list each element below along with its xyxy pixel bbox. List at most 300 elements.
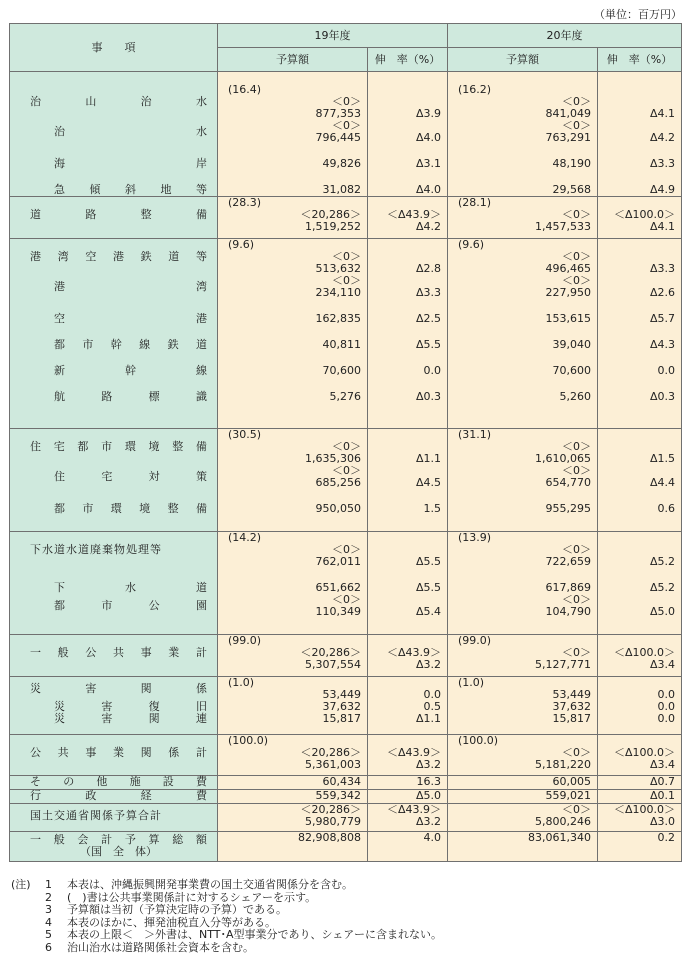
budget-value: 37,632: [552, 700, 591, 713]
footnote-mark: [11, 904, 45, 917]
item-label-char: 計: [195, 746, 207, 759]
budget-value: 796,445: [315, 131, 361, 144]
item-label-char: 共: [57, 746, 69, 759]
item-label-char: 整: [172, 440, 184, 453]
rate-value: 0.0: [423, 364, 441, 377]
table-row: [10, 804, 682, 832]
item-label: [10, 647, 217, 659]
item-label-char: 下: [30, 543, 42, 556]
item-label-char: 道: [196, 581, 207, 594]
share-value: (16.4): [228, 83, 262, 96]
item-label-char: 関: [90, 809, 102, 822]
budget-cell-19: [218, 790, 368, 804]
item-cell: [10, 532, 218, 635]
table-row: [10, 635, 682, 677]
item-label-char: 等: [195, 250, 207, 263]
rate-value: Δ5.0: [649, 605, 675, 618]
item-label-char: 災: [30, 682, 41, 695]
item-label: [10, 209, 217, 221]
footnote-mark: [11, 929, 45, 942]
footnote-item: [11, 904, 442, 917]
rate-value: 0.0: [657, 700, 675, 713]
share-value: (1.0): [458, 676, 485, 689]
item-cell: [10, 776, 218, 790]
rate-cell-19: [368, 72, 448, 197]
budget-value: 496,465: [545, 262, 591, 275]
rate-value: Δ5.2: [649, 555, 675, 568]
bracket-value: ＜0＞: [332, 543, 361, 556]
budget-cell-20: [448, 790, 598, 804]
item-label: [10, 582, 217, 594]
bracket-rate-value: ＜Δ100.0＞: [613, 208, 675, 221]
item-label-char: 計: [195, 646, 207, 659]
budget-value: 559,021: [545, 789, 591, 802]
budget-cell-19: [218, 677, 368, 735]
item-label-char: 市: [101, 599, 113, 612]
item-label-char: 標: [148, 390, 160, 403]
item-label-char: 急: [54, 183, 65, 196]
item-label-char: 係: [168, 746, 180, 759]
item-label-char: 幹: [110, 338, 122, 351]
rate-value: Δ5.5: [415, 581, 441, 594]
item-label-char: 線: [139, 338, 151, 351]
item-cell: [10, 239, 218, 429]
budget-cell-19: [218, 72, 368, 197]
item-label-char: 係: [102, 809, 114, 822]
item-label-sub: （国 全 体）: [80, 845, 157, 858]
rate-cell-19: [368, 804, 448, 832]
item-label-char: 境: [148, 440, 160, 453]
item-label-char: 下: [54, 581, 65, 594]
budget-value: 762,011: [315, 555, 361, 568]
table-row: [10, 776, 682, 790]
item-label-char: 額: [195, 833, 207, 846]
budget-value: 110,349: [315, 605, 361, 618]
share-value: (13.9): [458, 531, 492, 544]
footnote-text: 本表は、沖縄振興開発事業費の国土交通省関係分を含む。: [67, 878, 353, 891]
rate-cell-20: [598, 197, 682, 239]
rate-value: Δ4.1: [649, 107, 675, 120]
item-label-char: 水: [125, 581, 136, 594]
rate-value: Δ3.2: [415, 658, 441, 671]
item-label-char: 災: [54, 712, 65, 725]
item-label-char: 費: [195, 775, 207, 788]
item-label-char: 地: [160, 183, 172, 196]
item-label: [10, 790, 217, 802]
budget-value: 5,361,003: [305, 758, 361, 771]
item-label-char: 係: [195, 682, 207, 695]
item-label-char: 施: [129, 775, 141, 788]
item-label-char: 新: [54, 364, 65, 377]
share-value: (99.0): [228, 634, 262, 647]
item-label-char: 旧: [195, 700, 207, 713]
item-label-char: 物: [114, 543, 126, 556]
item-cell: [10, 197, 218, 239]
rate-cell-20: [598, 804, 682, 832]
item-label-char: 関: [148, 712, 160, 725]
bracket-value: ＜0＞: [332, 119, 361, 132]
bracket-value: ＜0＞: [562, 440, 591, 453]
item-label-char: 策: [195, 470, 207, 483]
bracket-rate-value: ＜Δ100.0＞: [613, 746, 675, 759]
item-label-char: 都: [54, 338, 65, 351]
item-label-char: 港: [30, 250, 41, 263]
item-label-char: 市: [82, 502, 94, 515]
budget-table: [9, 23, 682, 862]
budget-value: 5,181,220: [535, 758, 591, 771]
rate-cell-19: [368, 790, 448, 804]
budget-value: 1,457,533: [535, 220, 591, 233]
rate-value: Δ4.1: [649, 220, 675, 233]
item-label-char: 住: [30, 440, 41, 453]
bracket-value: ＜20,286＞: [300, 208, 361, 221]
item-label-char: 業: [112, 746, 124, 759]
bracket-value: ＜20,286＞: [300, 746, 361, 759]
rate-cell-20: [598, 532, 682, 635]
bracket-value: ＜0＞: [562, 803, 591, 816]
item-label-char: 岸: [196, 157, 207, 170]
item-label: [10, 747, 217, 759]
item-label-char: 政: [85, 789, 97, 802]
rate-value: Δ3.3: [415, 286, 441, 299]
rate-value: Δ3.4: [649, 758, 675, 771]
rate-cell-20: [598, 239, 682, 429]
item-label-char: 治: [30, 95, 41, 108]
item-label-char: 会: [77, 833, 89, 846]
budget-value: 82,908,808: [298, 831, 361, 844]
share-value: (28.1): [458, 196, 492, 209]
rate-cell-19: [368, 197, 448, 239]
budget-value: 39,040: [552, 338, 591, 351]
budget-cell-19: [218, 735, 368, 776]
rate-value: Δ4.0: [415, 183, 441, 196]
footnote-number: 3: [45, 903, 52, 917]
item-label-char: 害: [85, 682, 97, 695]
rate-cell-19: [368, 635, 448, 677]
item-label-char: 国: [30, 809, 42, 822]
item-label: [10, 503, 217, 515]
bracket-value: ＜0＞: [332, 274, 361, 287]
item-label-char: 合: [138, 809, 150, 822]
item-label-char: 交: [54, 809, 66, 822]
share-value: (16.2): [458, 83, 492, 96]
item-label-char: 境: [139, 502, 151, 515]
rate-cell-19: [368, 429, 448, 532]
bracket-value: ＜0＞: [562, 746, 591, 759]
footnote-text: 本表の上限＜ ＞外書は、NTT･A型事業分であり、シェアーに含まれない。: [67, 928, 442, 942]
item-label: [10, 544, 217, 556]
item-label-char: 設: [162, 775, 174, 788]
rate-value: Δ1.1: [415, 452, 441, 465]
table-row: [10, 790, 682, 804]
item-label-char: 復: [148, 700, 160, 713]
header-growth-19: 伸 率（%）: [368, 48, 448, 72]
budget-cell-19: [218, 804, 368, 832]
budget-cell-20: [448, 677, 598, 735]
budget-cell-20: [448, 804, 598, 832]
item-cell: [10, 790, 218, 804]
budget-cell-20: [448, 635, 598, 677]
item-label-char: 園: [195, 599, 207, 612]
budget-value: 15,817: [552, 712, 591, 725]
rate-value: 0.0: [423, 688, 441, 701]
item-label-char: 道: [78, 543, 90, 556]
item-label-char: そ: [30, 775, 41, 788]
footnote-number: 6: [45, 940, 52, 954]
item-label: [10, 600, 217, 612]
item-label-char: 治: [54, 125, 65, 138]
item-label-char: 宅: [53, 440, 65, 453]
footnote-text: ( )書は公共事業関係計に対するシェアーを示す。: [67, 890, 317, 904]
bracket-value: ＜0＞: [562, 208, 591, 221]
budget-value: 70,600: [552, 364, 591, 377]
budget-value: 31,082: [322, 183, 361, 196]
footnote-number: 1: [45, 878, 52, 891]
item-label-char: 備: [195, 208, 207, 221]
item-label: [10, 339, 217, 351]
item-label-char: 総: [172, 833, 184, 846]
item-label-char: 路: [101, 390, 113, 403]
header-budget-19: 予算額: [218, 48, 368, 72]
item-label: [10, 441, 217, 453]
item-label-char: 港: [54, 280, 65, 293]
header-item: 事 項: [10, 24, 218, 72]
rate-value: Δ0.3: [649, 390, 675, 403]
rate-cell-20: [598, 776, 682, 790]
table-row: [10, 72, 682, 197]
budget-value: 617,869: [545, 581, 591, 594]
rate-value: 0.5: [423, 700, 441, 713]
item-label-char: 水: [195, 95, 207, 108]
budget-value: 227,950: [545, 286, 591, 299]
item-label-char: 港: [196, 312, 207, 325]
rate-cell-19: [368, 735, 448, 776]
item-label-char: 予: [114, 809, 126, 822]
budget-cell-19: [218, 429, 368, 532]
footnote-item: [11, 879, 442, 892]
item-cell: [10, 72, 218, 197]
budget-value: 5,307,554: [305, 658, 361, 671]
rate-value: 0.2: [657, 831, 675, 844]
item-label-char: 線: [196, 364, 207, 377]
rate-value: 0.0: [657, 364, 675, 377]
rate-value: Δ3.2: [415, 815, 441, 828]
item-label: [10, 810, 217, 822]
item-label-char: 都: [77, 440, 89, 453]
rate-cell-20: [598, 677, 682, 735]
item-cell: [10, 677, 218, 735]
rate-cell-19: [368, 776, 448, 790]
footnote-text: 治山治水は道路関係社会資本を含む。: [67, 940, 254, 954]
share-value: (9.6): [458, 238, 485, 251]
rate-value: Δ4.4: [649, 476, 675, 489]
header-fy19: 19年度: [218, 24, 448, 48]
footnotes: [11, 879, 442, 955]
rate-value: Δ0.7: [649, 775, 675, 788]
bracket-value: ＜0＞: [562, 274, 591, 287]
item-label: [10, 471, 217, 483]
item-label: [10, 701, 217, 713]
item-label-char: 計: [150, 809, 162, 822]
item-label-char: 害: [101, 700, 113, 713]
rate-value: Δ5.2: [649, 581, 675, 594]
bracket-value: ＜0＞: [332, 593, 361, 606]
share-value: (100.0): [458, 734, 499, 747]
bracket-value: ＜20,286＞: [300, 646, 361, 659]
item-label: [10, 365, 217, 377]
share-value: (99.0): [458, 634, 492, 647]
item-label: [10, 184, 217, 196]
budget-value: 60,434: [322, 775, 361, 788]
item-label-char: 廃: [90, 543, 102, 556]
item-label-char: 山: [85, 95, 97, 108]
item-label: [10, 776, 217, 788]
item-label-char: の: [63, 775, 75, 788]
rate-value: Δ3.3: [649, 262, 675, 275]
item-label-char: 関: [140, 682, 152, 695]
budget-value: 29,568: [552, 183, 591, 196]
budget-value: 234,110: [315, 286, 361, 299]
budget-value: 5,276: [329, 390, 361, 403]
footnote-mark: [11, 892, 45, 905]
rate-value: Δ5.5: [415, 338, 441, 351]
table-row: [10, 429, 682, 532]
rate-value: Δ4.2: [649, 131, 675, 144]
footnote-mark: [11, 942, 45, 955]
item-label-char: 空: [54, 312, 65, 325]
item-cell: [10, 635, 218, 677]
rate-value: 0.0: [657, 712, 675, 725]
rate-value: Δ4.9: [649, 183, 675, 196]
header-budget-20: 予算額: [448, 48, 598, 72]
bracket-value: ＜0＞: [562, 543, 591, 556]
table-row: [10, 832, 682, 862]
item-label-char: 環: [124, 440, 136, 453]
table-row: [10, 239, 682, 429]
item-label-char: 市: [101, 440, 113, 453]
table-body: [10, 72, 682, 862]
item-label-char: 公: [85, 646, 97, 659]
item-label-char: 関: [140, 746, 152, 759]
item-label-char: 宅: [101, 470, 113, 483]
item-label-char: 処: [126, 543, 138, 556]
budget-value: 15,817: [322, 712, 361, 725]
item-label-char: 識: [195, 390, 207, 403]
budget-value: 763,291: [545, 131, 591, 144]
budget-cell-20: [448, 735, 598, 776]
item-label: [10, 683, 217, 695]
footnote-text: 予算額は当初（予算決定時の予算）である。: [67, 903, 287, 917]
item-label-char: 土: [42, 809, 54, 822]
item-label-char: 算: [126, 809, 138, 822]
rate-cell-20: [598, 790, 682, 804]
bracket-value: ＜0＞: [332, 250, 361, 263]
item-label-char: 備: [195, 440, 207, 453]
budget-value: 104,790: [545, 605, 591, 618]
item-label-char: 棄: [102, 543, 114, 556]
rate-cell-20: [598, 735, 682, 776]
rate-cell-19: [368, 832, 448, 862]
item-label-char: 傾: [89, 183, 101, 196]
item-label-char: 幹: [125, 364, 136, 377]
footnote-mark: (注): [11, 878, 31, 891]
footnote-mark: [11, 917, 45, 930]
budget-value: 48,190: [552, 157, 591, 170]
budget-cell-19: [218, 239, 368, 429]
item-cell: [10, 832, 218, 862]
budget-value: 654,770: [545, 476, 591, 489]
budget-value: 1,635,306: [305, 452, 361, 465]
item-label-char: 整: [140, 208, 152, 221]
rate-value: Δ4.2: [415, 220, 441, 233]
bracket-rate-value: ＜Δ100.0＞: [613, 803, 675, 816]
item-label-char: 経: [140, 789, 152, 802]
budget-value: 37,632: [322, 700, 361, 713]
budget-value: 60,005: [552, 775, 591, 788]
rate-value: Δ0.3: [415, 390, 441, 403]
bracket-value: ＜0＞: [562, 119, 591, 132]
rate-value: Δ2.5: [415, 312, 441, 325]
budget-value: 5,127,771: [535, 658, 591, 671]
item-label-char: 業: [168, 646, 180, 659]
item-label-char: 空: [85, 250, 97, 263]
item-label-char: 道: [30, 208, 41, 221]
rate-value: Δ5.7: [649, 312, 675, 325]
rate-value: Δ4.5: [415, 476, 441, 489]
item-label: [10, 313, 217, 325]
item-label-char: 事: [140, 646, 152, 659]
share-value: (28.3): [228, 196, 262, 209]
item-label: [10, 126, 217, 138]
item-label-char: 環: [110, 502, 122, 515]
footnote-number: 2: [45, 890, 52, 904]
rate-cell-19: [368, 239, 448, 429]
bracket-value: ＜20,286＞: [300, 803, 361, 816]
budget-value: 162,835: [315, 312, 361, 325]
budget-value: 950,050: [315, 502, 361, 515]
budget-cell-19: [218, 635, 368, 677]
bracket-value: ＜0＞: [562, 250, 591, 263]
budget-value: 153,615: [545, 312, 591, 325]
rate-value: Δ3.9: [415, 107, 441, 120]
item-label: [10, 713, 217, 725]
header-fy20: 20年度: [448, 24, 682, 48]
budget-cell-20: [448, 72, 598, 197]
budget-value: 5,260: [559, 390, 591, 403]
rate-value: Δ2.6: [649, 286, 675, 299]
item-label-char: 航: [54, 390, 65, 403]
table-row: [10, 197, 682, 239]
item-label-char: 理: [138, 543, 150, 556]
rate-value: 0.0: [657, 688, 675, 701]
rate-value: Δ3.1: [415, 157, 441, 170]
rate-value: Δ5.5: [415, 555, 441, 568]
rate-cell-20: [598, 429, 682, 532]
item-label-char: 費: [195, 789, 207, 802]
item-label-char: 計: [101, 833, 113, 846]
item-label-char: 鉄: [167, 338, 179, 351]
item-label-char: 他: [96, 775, 108, 788]
budget-cell-20: [448, 197, 598, 239]
budget-value: 722,659: [545, 555, 591, 568]
table-row: [10, 735, 682, 776]
share-value: (14.2): [228, 531, 262, 544]
rate-cell-20: [598, 832, 682, 862]
budget-value: 1,519,252: [305, 220, 361, 233]
bracket-value: ＜0＞: [562, 646, 591, 659]
item-label-char: 災: [54, 700, 65, 713]
rate-value: Δ5.4: [415, 605, 441, 618]
